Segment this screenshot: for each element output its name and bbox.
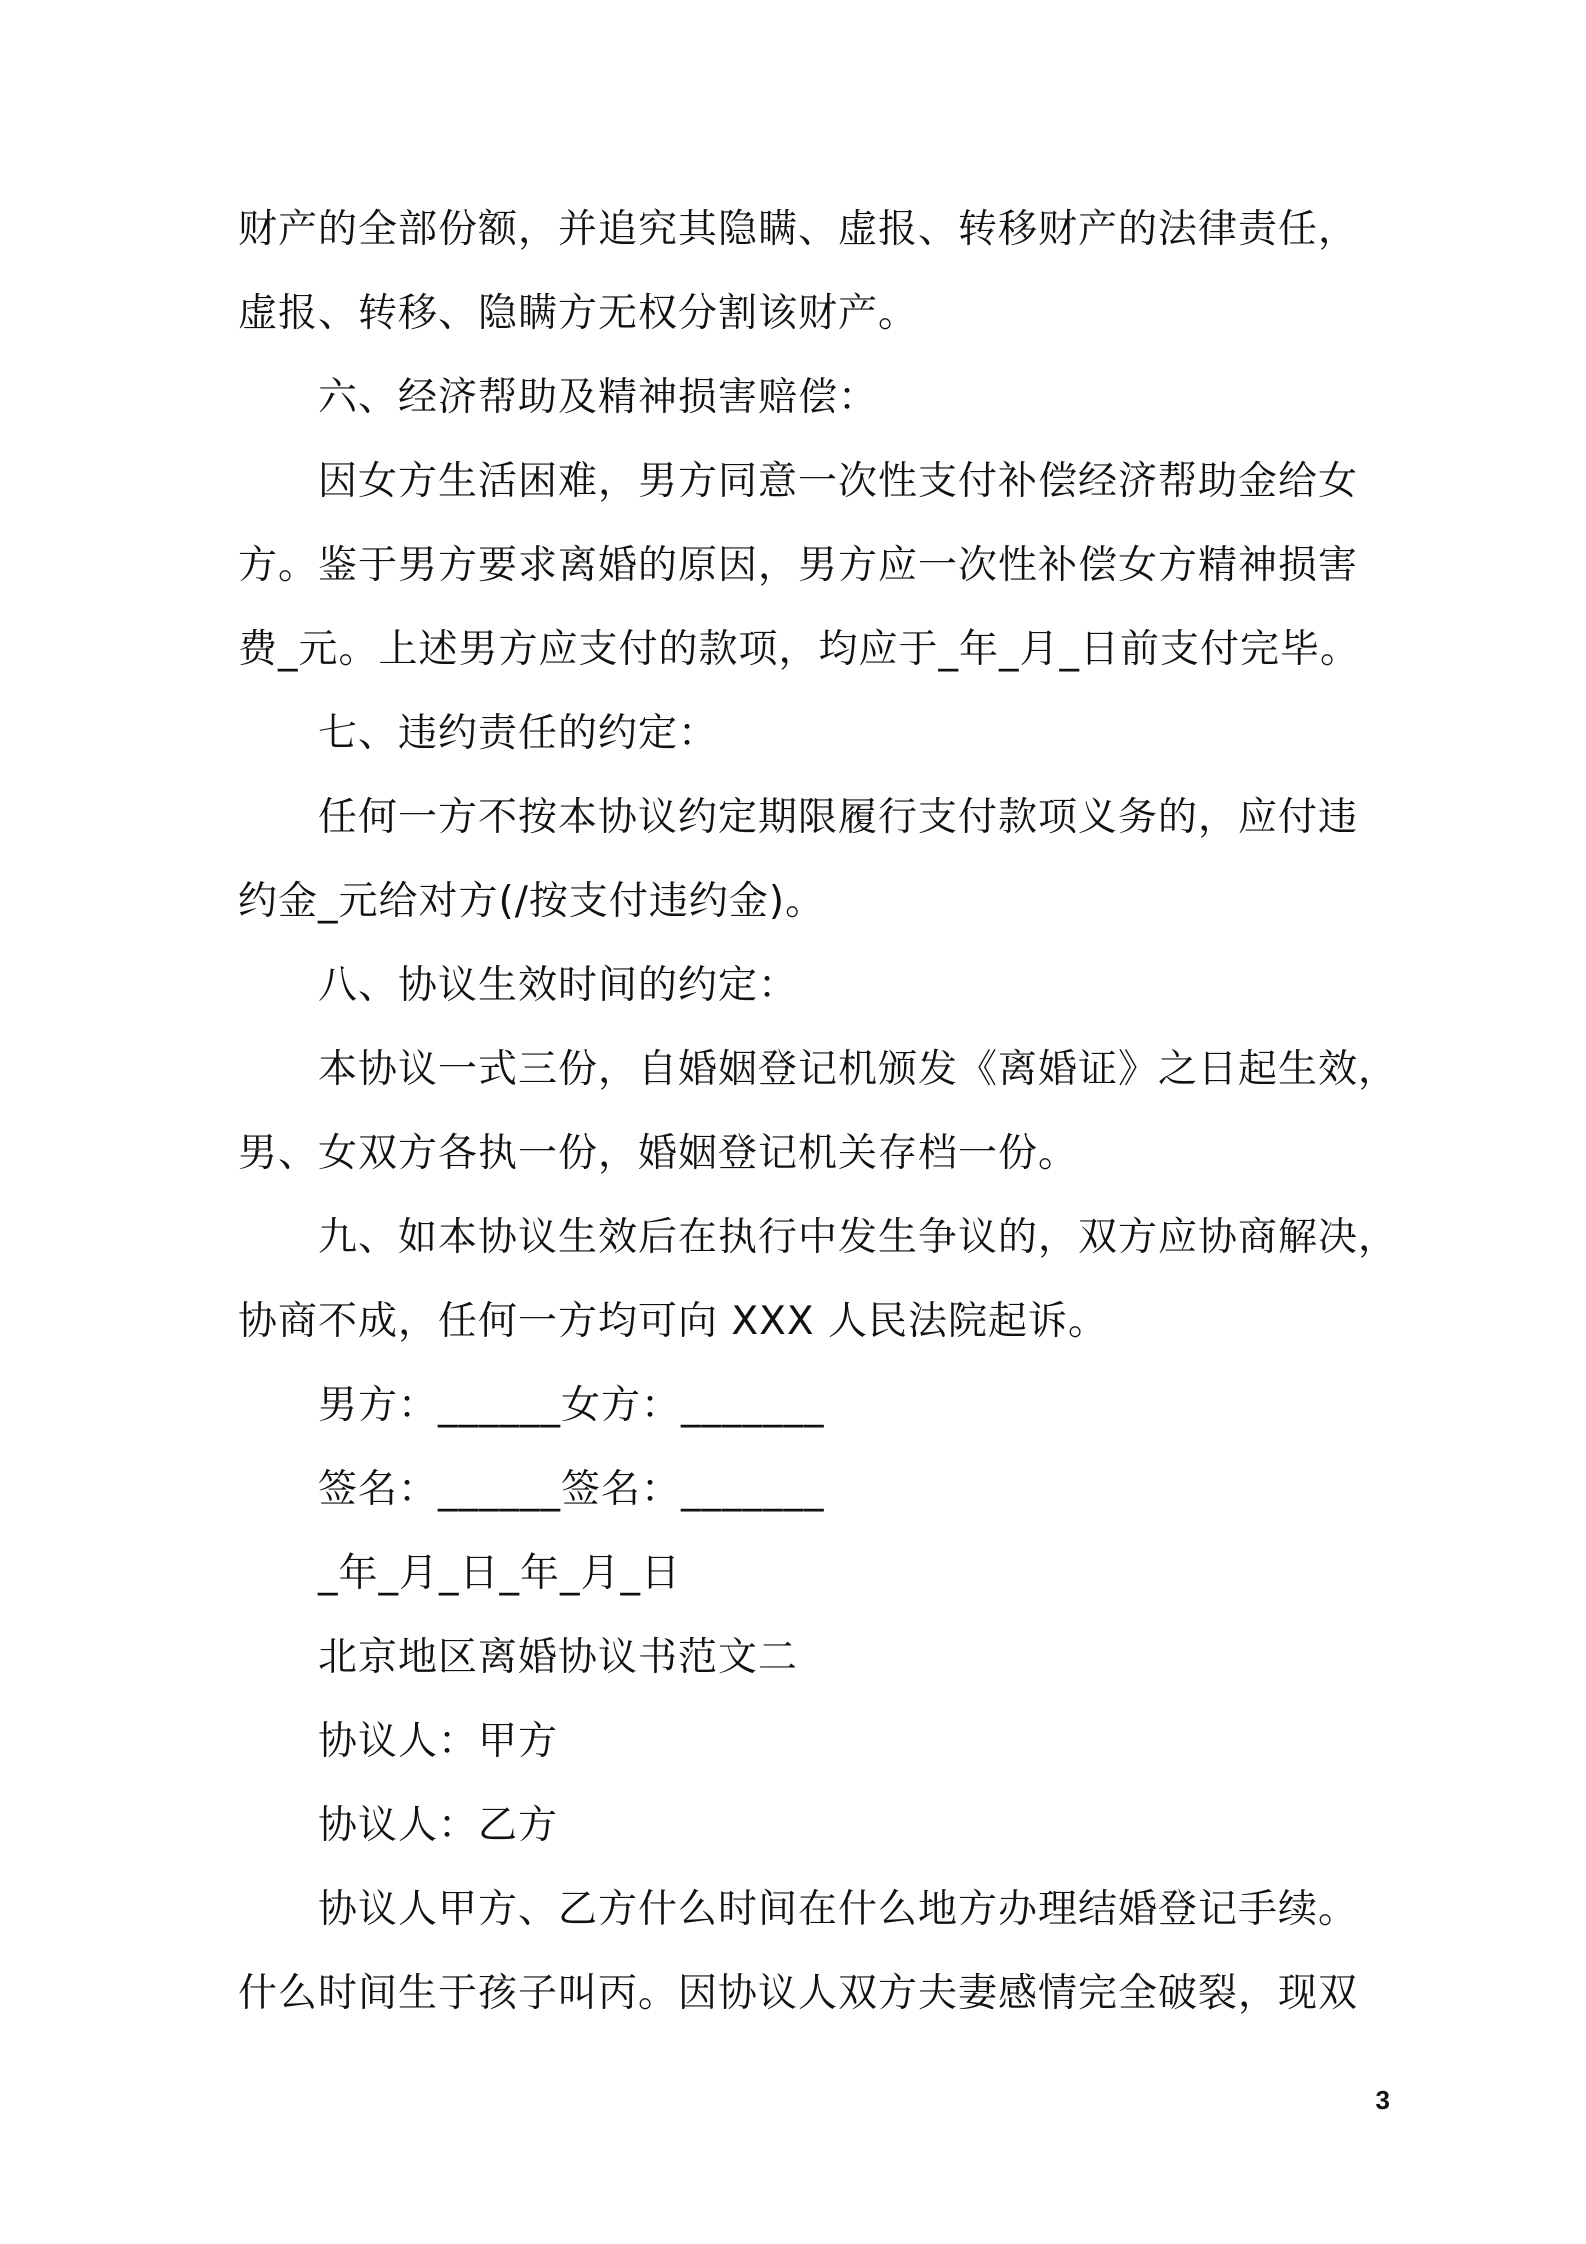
text-line: 本协议一式三份，自婚姻登记机颁发《离婚证》之日起生效，	[318, 1047, 1399, 1092]
page-number: 3	[1375, 2085, 1390, 2115]
text-line: 协议人甲方、乙方什么时间在什么地方办理结婚登记手续。	[318, 1887, 1359, 1932]
signature-date-line: _年_月_日_年_月_日	[318, 1551, 682, 1596]
text-line: 费_元。上述男方应支付的款项，均应于_年_月_日前支付完毕。	[238, 627, 1361, 672]
section-heading: 八、协议生效时间的约定：	[318, 963, 799, 1008]
text-line: 虚报、转移、隐瞒方无权分割该财产。	[238, 291, 919, 336]
text-line: 任何一方不按本协议约定期限履行支付款项义务的，应付违	[318, 795, 1359, 840]
text-line: 九、如本协议生效后在执行中发生争议的，双方应协商解决，	[318, 1215, 1399, 1260]
section-heading: 六、经济帮助及精神损害赔偿：	[318, 375, 879, 420]
section-heading: 七、违约责任的约定：	[318, 711, 719, 756]
document-subtitle: 北京地区离婚协议书范文二	[318, 1635, 799, 1680]
party-line: 协议人：甲方	[318, 1719, 559, 1764]
party-line: 协议人：乙方	[318, 1803, 559, 1848]
text-line: 财产的全部份额，并追究其隐瞒、虚报、转移财产的法律责任，	[238, 207, 1359, 252]
text-line: 什么时间生于孩子叫丙。因协议人双方夫妻感情完全破裂，现双	[238, 1971, 1359, 2016]
text-line: 约金_元给对方(/按支付违约金)。	[238, 879, 826, 924]
signature-name-line: 签名：______签名：_______	[318, 1467, 825, 1512]
text-line: 因女方生活困难，男方同意一次性支付补偿经济帮助金给女	[318, 459, 1359, 504]
text-line: 男、女双方各执一份，婚姻登记机关存档一份。	[238, 1131, 1079, 1176]
signature-party-line: 男方：______女方：_______	[318, 1383, 825, 1428]
text-line: 方。鉴于男方要求离婚的原因，男方应一次性补偿女方精神损害	[238, 543, 1359, 588]
text-line: 协商不成，任何一方均可向 XXX 人民法院起诉。	[238, 1299, 1108, 1344]
